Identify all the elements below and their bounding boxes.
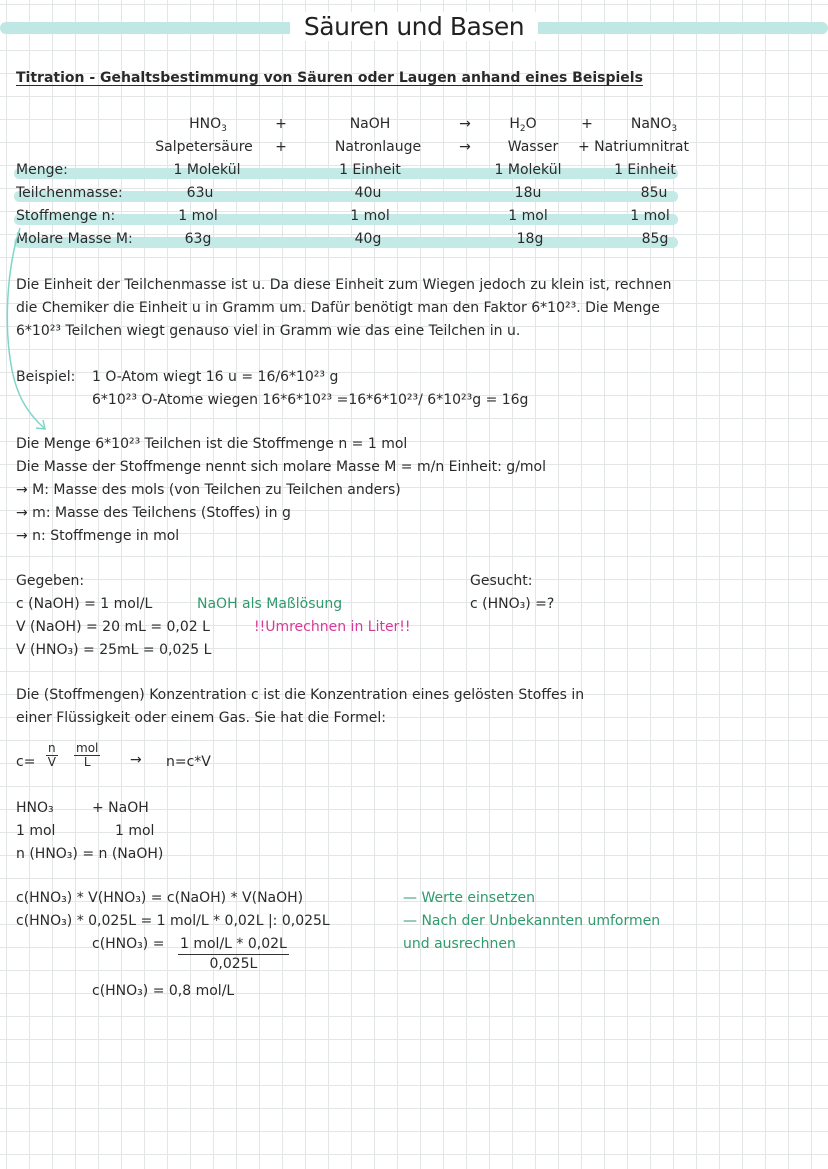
fraction-denominator: V (47, 755, 56, 769)
formula-lhs: c= (16, 754, 36, 770)
given-v-hno3: V (HNO₃) = 25mL = 0,025 L (16, 642, 212, 658)
given-c-naoh-note: NaOH als Maßlösung (197, 596, 343, 612)
definition-line: Die Menge 6*10²³ Teilchen ist die Stoffmenge n = 1 mol (16, 436, 408, 452)
paragraph-line: die Chemiker die Einheit u in Gramm um. Dafür benötigt man den Faktor 6*10²³. Die Menge (16, 300, 660, 316)
paragraph-line: Die Einheit der Teilchenmasse ist u. Da diese Einheit zum Wiegen jedoch zu klein ist, rechnen (16, 277, 672, 293)
table-cell: 63g (184, 231, 212, 247)
paragraph-line: Die (Stoffmengen) Konzentration c ist die Konzentration eines gelösten Stoffes in (16, 687, 585, 703)
sought-c-hno3: c (HNO₃) =? (470, 596, 555, 612)
calc-result: c(HNO₃) = 0,8 mol/L (92, 983, 235, 999)
definition-line: Die Masse der Stoffmenge nennt sich molare Masse M = m/n Einheit: g/mol (16, 459, 547, 475)
row-label: Molare Masse M: (16, 231, 133, 247)
arrow-sign: → (459, 139, 471, 155)
example-line: 6*10²³ O-Atome wiegen 16*6*10²³ =16*6*10²³/ 6*10²³g = 16g (92, 392, 529, 408)
table-cell: 1 mol (630, 208, 670, 224)
table-cell: 1 Einheit (614, 162, 676, 178)
table-cell: 40g (354, 231, 382, 247)
formula-rhs: n=c*V (166, 754, 211, 770)
formula-fraction-unit (74, 742, 100, 769)
sought-heading: Gesucht: (470, 573, 533, 589)
given-c-naoh: c (NaOH) = 1 mol/L (16, 596, 153, 612)
calc-fraction-lhs: c(HNO₃) = (92, 936, 165, 952)
calc-line: c(HNO₃) * 0,025L = 1 mol/L * 0,02L |: 0,025L (16, 913, 330, 929)
calc-fraction (178, 935, 289, 974)
calc-note: und ausrechnen (403, 936, 516, 952)
plus-sign: + (581, 116, 593, 132)
table-cell: 63u (186, 185, 214, 201)
fraction-numerator: mol (76, 741, 99, 755)
given-heading: Gegeben: (16, 573, 85, 589)
calc-line: c(HNO₃) * V(HNO₃) = c(NaOH) * V(NaOH) (16, 890, 304, 906)
reaction-hno3: HNO₃ (16, 800, 54, 816)
definition-line: → M: Masse des mols (von Teilchen zu Teilchen anders) (16, 482, 401, 498)
row-label: Teilchenmasse: (16, 185, 123, 201)
given-v-naoh-note: !!Umrechnen in Liter!! (254, 619, 411, 635)
example-label: Beispiel: (16, 369, 76, 385)
section-subtitle: Titration - Gehaltsbestimmung von Säuren oder Laugen anhand eines Beispiels (16, 70, 643, 86)
fraction-numerator: 1 mol/L * 0,02L (178, 935, 289, 955)
reaction-equality: n (HNO₃) = n (NaOH) (16, 846, 164, 862)
table-cell: 1 mol (508, 208, 548, 224)
formula-naoh: NaOH (349, 116, 391, 132)
table-cell: 18u (514, 185, 542, 201)
row-label: Menge: (16, 162, 68, 178)
name-hno3: Salpetersäure (155, 139, 253, 155)
table-cell: 1 mol (350, 208, 390, 224)
calc-note: — Nach der Unbekannten umformen (403, 913, 661, 929)
paragraph-line: einer Flüssigkeit oder einem Gas. Sie hat die Formel: (16, 710, 386, 726)
table-cell: 1 Einheit (339, 162, 401, 178)
definition-line: → n: Stoffmenge in mol (16, 528, 180, 544)
formula-nano3: NaNO$_3$ (630, 116, 678, 134)
table-cell: 1 Molekül (173, 162, 241, 178)
reaction-naoh: + NaOH (92, 800, 149, 816)
formula-hno3: $HNO_3$ (189, 116, 227, 134)
fraction-numerator: n (48, 741, 56, 755)
table-cell: 1 Molekül (494, 162, 562, 178)
table-cell: 85u (640, 185, 668, 201)
name-h2o: Wasser (507, 139, 559, 155)
fraction-denominator: 0,025L (209, 956, 258, 972)
reaction-mol-a: 1 mol (16, 823, 56, 839)
name-naoh: Natronlauge (334, 139, 422, 155)
table-cell: 1 mol (178, 208, 218, 224)
table-cell: 18g (516, 231, 544, 247)
reaction-mol-b: 1 mol (115, 823, 155, 839)
definition-line: → m: Masse des Teilchens (Stoffes) in g (16, 505, 291, 521)
plus-sign: + (275, 116, 287, 132)
table-cell: 40u (354, 185, 382, 201)
plus-sign: + (275, 139, 287, 155)
given-v-naoh: V (NaOH) = 20 mL = 0,02 L (16, 619, 210, 635)
arrow-sign: → (459, 116, 471, 132)
name-nano3: + Natriumnitrat (578, 139, 689, 155)
fraction-denominator: L (83, 755, 91, 769)
table-cell: 85g (641, 231, 669, 247)
row-label: Stoffmenge n: (16, 208, 116, 224)
formula-fraction-n (46, 742, 58, 769)
formula-h2o: $H_2O$ (509, 116, 537, 134)
page-title: Säuren und Basen (0, 12, 828, 41)
paragraph-line: 6*10²³ Teilchen wiegt genauso viel in Gramm wie das eine Teilchen in u. (16, 323, 521, 339)
arrow-icon: → (130, 752, 142, 768)
calc-note: — Werte einsetzen (403, 890, 536, 906)
example-line: 1 O-Atom wiegt 16 u = 16/6*10²³ g (92, 369, 339, 385)
